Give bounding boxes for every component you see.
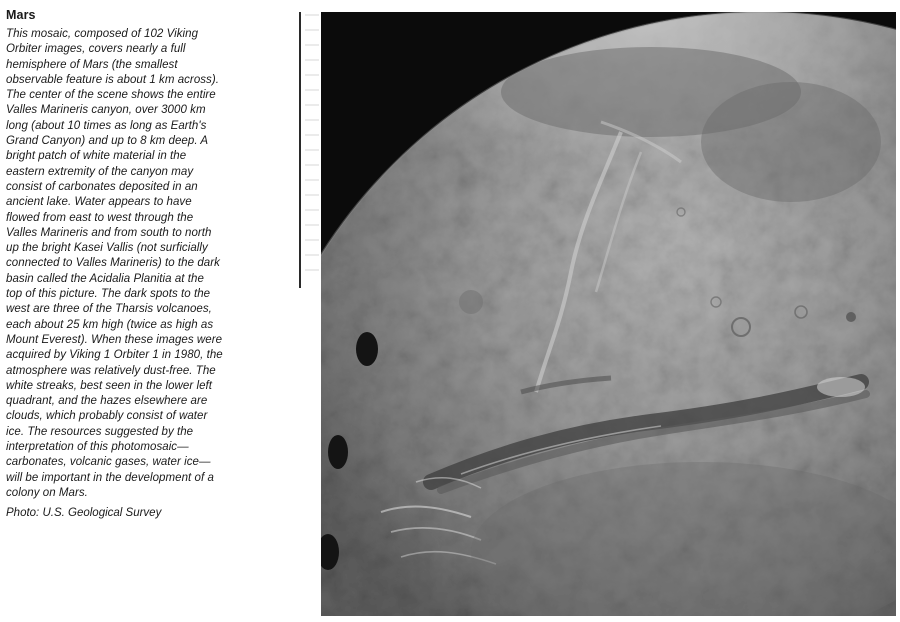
mars-mosaic-image bbox=[321, 12, 896, 616]
photo-credit: Photo: U.S. Geological Survey bbox=[6, 507, 162, 520]
caption-title: Mars bbox=[6, 8, 36, 22]
volcano-pavonis bbox=[328, 435, 348, 469]
caption-body: This mosaic, composed of 102 Viking Orbiter images, covers nearly a full hemisphere of Mars (the smallest observable feature is about 1 km across). The center of the scene shows the entire Valles Marineris canyon, over 3000 km long (about 10 times as long as Earth's Grand Canyon) and up to 8 km deep. A bright patch of white material in the eastern extremity of the canyon may consist of carbonates deposited in an ancient lake. Water appears to have flowed from east to west through the Valles Marineris and from south to north up the bright Kasei Vallis (not surficially connected to Valles Marineris) to the dark basin called the Acidalia Planitia at the top of this picture. The dark spots to the west are three of the Tharsis volcanoes, each about 25 km high (twice as high as Mount Everest). When these images were acquired by Viking 1 Orbiter 1 in 1980, the atmosphere was relatively dust-free. The white streaks, best seen in the lower left quadrant, and the hazes elsewhere are clouds, which probably consist of water ice. The resources suggested by the interpretation of this photomosaic— carbonates, volcanic gases, water ice— will be important in the development of a colony on Mars. bbox=[6, 28, 223, 499]
volcano-ascraeus bbox=[356, 332, 378, 366]
column-divider bbox=[299, 12, 301, 288]
mars-photo bbox=[321, 12, 896, 616]
show-through-text bbox=[305, 14, 319, 284]
caption-column bbox=[6, 8, 298, 521]
